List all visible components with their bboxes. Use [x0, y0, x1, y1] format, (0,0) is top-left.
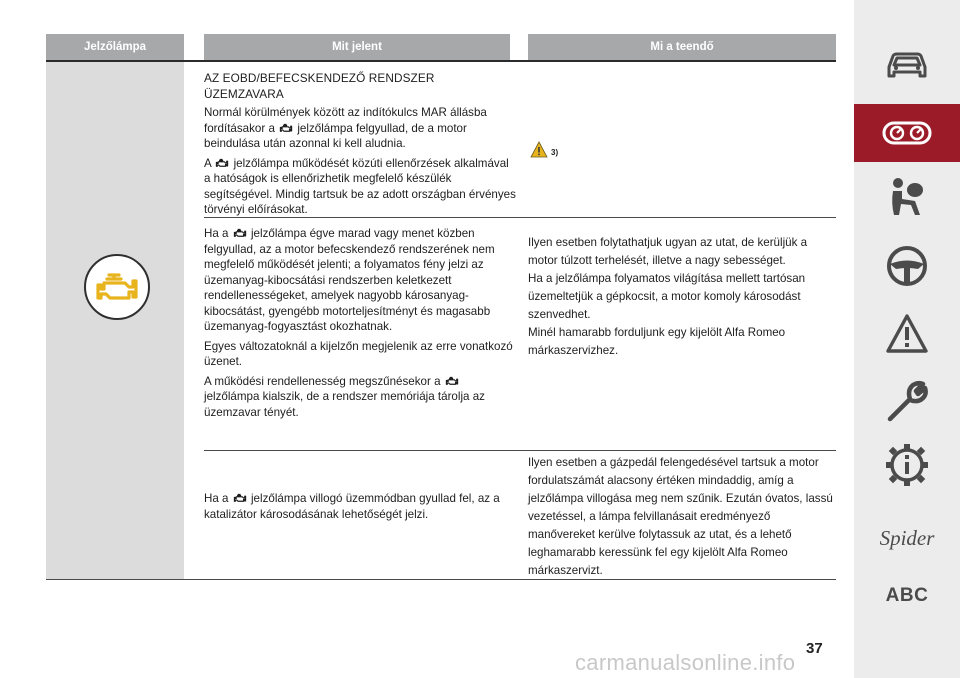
row3-p1-text-b: jelzőlámpa villogó üzemmódban gyullad fel, az a katalizátor károsodásának lehetőségét jelzi.: [204, 492, 500, 521]
row1-paragraph-1: [204, 105, 516, 152]
row-divider: [204, 217, 836, 218]
row3-action-text: Ilyen esetben a gázpedál felengedésével tartsuk a motor fordulatszámát alacsony értéken mindaddig, amíg a jelzőlámpa villogása meg nem szűnik. Ezután óvatos, lassú vezetéssel, a lámpa felvillanásait eredményező manővereket kerülve folytassuk az utat, és a lehető leghamarabb keressünk fel egy kijelölt Alfa Romeo márkaszervizt.: [528, 456, 833, 577]
check-engine-icon: [84, 254, 150, 320]
index-abc-label: ABC: [885, 585, 929, 606]
row2-p3-text-b: jelzőlámpa kialszik, de a rendszer memóriája tárolja az üzemzavar tényét.: [204, 390, 485, 419]
sidebar-item-starting-driving[interactable]: [854, 237, 960, 295]
sidebar-item-technical-data[interactable]: [854, 436, 960, 494]
sidebar-item-spider[interactable]: [854, 509, 960, 567]
warning-reference: 3): [551, 148, 559, 157]
sidebar-item-car[interactable]: [854, 35, 960, 93]
row2-paragraph-3: [204, 374, 516, 421]
steering-wheel-icon: [885, 244, 929, 288]
technical-data-gear-icon: [884, 442, 930, 488]
row2-p1-text-a: Ha a: [204, 227, 229, 240]
row2-action-1: Ilyen esetben folytathatjuk ugyan az utat, de kerüljük a motor túlzott terhelését, illetve a nagy sebességet.: [528, 236, 808, 267]
header-indicator: Jelzőlámpa: [46, 34, 184, 60]
page-number: 37: [806, 640, 823, 657]
dashboard-gauges-icon: [881, 118, 933, 148]
row2-meaning: [204, 226, 516, 424]
row-divider: [204, 450, 836, 451]
chapter-sidebar: [854, 0, 960, 678]
row2-action-2: Ha a jelzőlámpa folyamatos világítása mellett tartósan üzemeltetjük a gépkocsit, a motor komoly károsodást szenvedhet.: [528, 272, 806, 321]
row2-paragraph-1: [204, 226, 516, 335]
row3-p1-text-a: Ha a: [204, 492, 229, 505]
sidebar-item-emergency[interactable]: [854, 305, 960, 363]
row1-paragraph-2: [204, 156, 516, 218]
sidebar-item-dashboard[interactable]: [854, 104, 960, 162]
row1-p1-text-a: Normál körülmények között az indítókulcs MAR állásba fordításakor a: [204, 106, 487, 135]
car-icon: [885, 47, 929, 81]
check-engine-inline-icon: [279, 123, 293, 133]
row1-meaning: [204, 71, 516, 222]
warning-light-table: [46, 34, 836, 580]
row2-paragraph-2: Egyes változatoknál a kijelzőn megjelenik az erre vonatkozó üzenet.: [204, 339, 513, 368]
sidebar-item-index[interactable]: [854, 567, 960, 625]
header-meaning: Mit jelent: [204, 34, 510, 60]
table-bottom-rule: [46, 579, 836, 580]
check-engine-inline-icon: [233, 493, 247, 503]
row2-action: [528, 234, 832, 360]
indicator-column: [46, 62, 184, 580]
spider-logo: Spider: [879, 525, 935, 550]
row1-p2-text-a: A: [204, 156, 212, 170]
row1-p1-text-b: jelzőlámpa felgyullad, de a motor beindulása után azonnal ki kell aludnia.: [204, 121, 467, 150]
watermark: carmanualsonline.info: [575, 650, 796, 675]
check-engine-inline-icon: [215, 158, 229, 168]
warning-triangle-icon: [530, 140, 570, 160]
section-title: AZ EOBD/BEFECSKENDEZŐ RENDSZER ÜZEMZAVARA: [204, 71, 435, 101]
row1-p2-text-b: jelzőlámpa működését közúti ellenőrzések alkalmával a hatóságok is ellenőrizhetik megfelelő készülék segítségével. Mindig tartsuk be az adott országban érvényes törvényi előírásokat.: [204, 156, 516, 216]
airbag-passenger-icon: [885, 175, 929, 219]
sidebar-item-maintenance[interactable]: [854, 373, 960, 431]
check-engine-inline-icon: [233, 228, 247, 238]
header-action: Mi a teendő: [528, 34, 836, 60]
warning-triangle-icon: [885, 313, 929, 355]
row3-meaning: [204, 491, 516, 526]
row2-p1-text-b: jelzőlámpa égve marad vagy menet közben felgyullad, az a motor befecskendező rendszerének nem megfelelő működését jelenti; a folyamatos fény jelzi az üzemanyag-kibocsátási rendszerben keletkezett rendellenességeket, amelyek nagyobb károsanyag-kibocsátást, gyengébb motorteljesítményt és magasabb üzemanyag-fogyasztást okozhatnak.: [204, 227, 495, 333]
row2-action-3: Minél hamarabb forduljunk egy kijelölt Alfa Romeo márkaszervizhez.: [528, 326, 786, 357]
check-engine-inline-icon: [445, 376, 459, 386]
wrench-icon: [885, 380, 929, 424]
row3-paragraph-1: [204, 491, 516, 522]
sidebar-item-safety[interactable]: [854, 168, 960, 226]
row3-action: [528, 454, 836, 580]
row2-p3-text-a: A működési rendellenesség megszűnésekor a: [204, 374, 441, 388]
